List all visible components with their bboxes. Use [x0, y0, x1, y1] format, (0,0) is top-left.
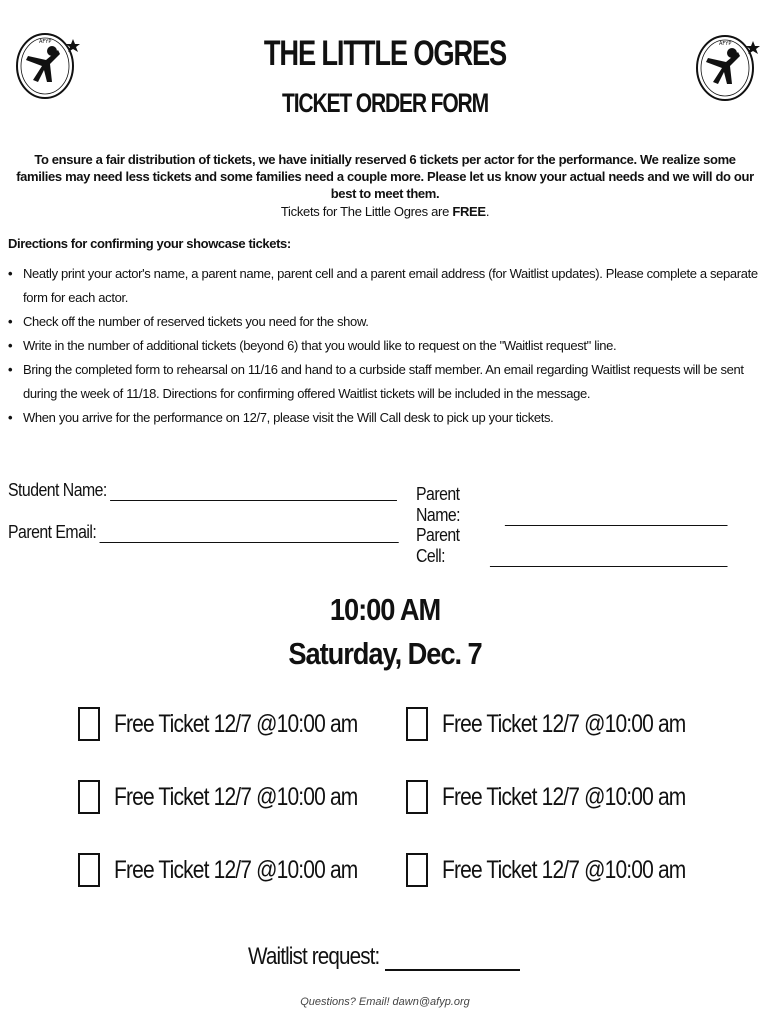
directions-heading: Directions for confirming your showcase tickets: [8, 236, 291, 251]
ticket-option[interactable] [406, 780, 732, 814]
waitlist-field[interactable] [248, 943, 520, 971]
free-line-emphasis: FREE [452, 204, 486, 219]
afyp-logo-left [12, 26, 82, 102]
waitlist-line[interactable] [385, 949, 520, 971]
parent-email-label: Parent Email: [8, 522, 97, 542]
student-name-field[interactable] [8, 480, 397, 501]
free-line-suffix: . [485, 204, 490, 219]
directions-item: • Write in the number of additional tickets (beyond 6) that you would like to request on the "Waitlist request" line. [8, 334, 760, 358]
parent-cell-line[interactable] [490, 550, 727, 567]
parent-name-line[interactable] [505, 509, 727, 526]
ticket-label: Free Ticket 12/7 @10:00 am [114, 855, 358, 884]
directions-item: • Check off the number of reserved tickets you need for the show. [8, 310, 760, 334]
svg-text:AFYP: AFYP [39, 39, 52, 45]
afyp-logo-right [692, 28, 762, 104]
ticket-checkbox[interactable] [78, 853, 100, 887]
ticket-label: Free Ticket 12/7 @10:00 am [442, 709, 686, 738]
ticket-label: Free Ticket 12/7 @10:00 am [114, 709, 358, 738]
ticket-checkbox[interactable] [406, 853, 428, 887]
ticket-option[interactable] [406, 707, 732, 741]
student-name-line[interactable] [110, 484, 397, 501]
ticket-checkbox[interactable] [406, 707, 428, 741]
ticket-label: Free Ticket 12/7 @10:00 am [442, 855, 686, 884]
ticket-option[interactable] [78, 707, 404, 741]
directions-list [8, 262, 760, 430]
free-line-prefix: Tickets for The Little Ogres are [280, 204, 453, 219]
page-subtitle: TICKET ORDER FORM [282, 88, 488, 118]
waitlist-label: Waitlist request: [248, 943, 380, 970]
intro-paragraph: To ensure a fair distribution of tickets, we have initially reserved 6 tickets per actor for the performance. We realize some families may need less tickets and some families need a couple more. Please let us know your actual needs and we will do our best to meet them. [16, 152, 754, 201]
parent-cell-label: Parent Cell: [416, 525, 460, 566]
ticket-checkbox[interactable] [78, 780, 100, 814]
ticket-option[interactable] [78, 780, 404, 814]
directions-item: • Neatly print your actor's name, a parent name, parent cell and a parent email address (for Waitlist updates). Please complete a separate form for each actor. [8, 262, 760, 310]
parent-email-line[interactable] [100, 526, 399, 543]
ticket-label: Free Ticket 12/7 @10:00 am [114, 782, 358, 811]
directions-item: • Bring the completed form to rehearsal on 11/16 and hand to a curbside staff member. An email regarding Waitlist requests will be sent during the week of 11/18. Directions for confirming offered Waitlist tickets will be included in the message. [8, 358, 760, 406]
ticket-label: Free Ticket 12/7 @10:00 am [442, 782, 686, 811]
parent-name-field[interactable] [416, 484, 728, 526]
svg-text:AFYP: AFYP [719, 41, 732, 47]
directions-item: • When you arrive for the performance on 12/7, please visit the Will Call desk to pick up your tickets. [8, 406, 760, 430]
performance-date: Saturday, Dec. 7 [288, 636, 482, 671]
student-name-label: Student Name: [8, 480, 107, 500]
parent-cell-field[interactable] [416, 525, 728, 567]
ticket-option[interactable] [78, 853, 404, 887]
page-title: THE LITTLE OGRES [263, 34, 507, 73]
free-tickets-line [0, 204, 770, 219]
ticket-option[interactable] [406, 853, 732, 887]
questions-footer: Questions? Email! dawn@afyp.org [300, 996, 470, 1008]
performance-time: 10:00 AM [329, 592, 441, 627]
ticket-checkbox[interactable] [78, 707, 100, 741]
ticket-checkbox[interactable] [406, 780, 428, 814]
parent-name-label: Parent Name: [416, 484, 461, 525]
parent-email-field[interactable] [8, 522, 399, 543]
